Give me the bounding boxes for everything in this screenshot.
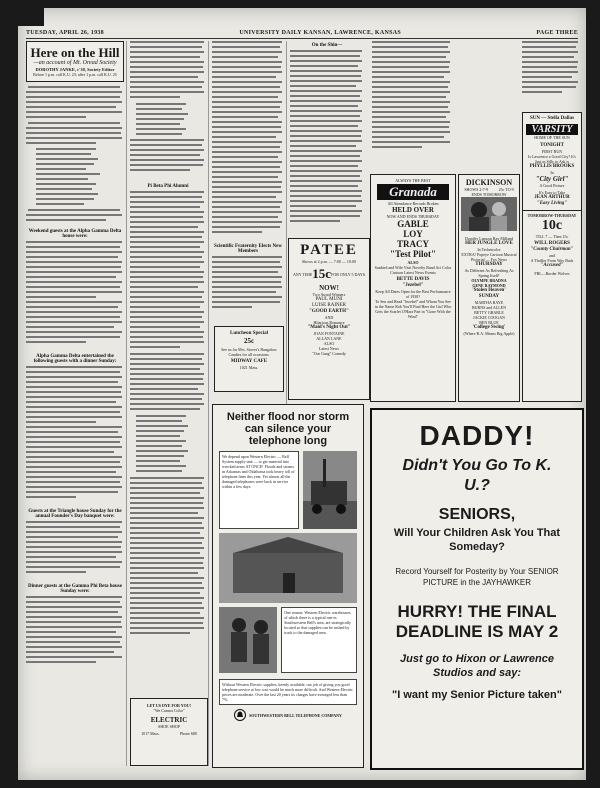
daddy-goto: Just go to Hixon or Lawrence Studios and say: [399,653,555,679]
varsity-chairman: "County Chairman" [530,247,574,252]
flood-row-1 [213,451,363,529]
dickinson-thursday: THURSDAY [475,262,503,267]
electric-title: LET US DYE FOR YOU! [146,703,191,708]
patee-now: NOW! [319,284,339,292]
daddy-title: DADDY! [419,420,535,451]
granada-film: "Test Pilot" [390,249,436,259]
flood-company: SOUTHWESTERN BELL TELEPHONE COMPANY [249,712,342,718]
flood-paragraph-2: One reason: Western Electric warehouses, of which there is a typical one in Southwestern Bell's area, are strategically located so that supplies can be rushed by truck to the damaged area. [281,607,357,673]
patee-muni: PAUL MUNI [315,297,343,302]
news-column-5 [372,41,452,161]
varsity-friday: FRI.—Border Wolves [534,271,570,276]
news-column-2-lower [130,353,206,663]
dickinson-sunday-star: BURNS and ALLEN [472,305,506,310]
news-column-4 [290,41,364,231]
patee-price: 15c [312,266,332,281]
dickinson-technicolor: In Technicolor [477,247,501,252]
flood-workers-photo [219,607,277,673]
electric-contact [131,731,207,736]
dickinson-sunday-star: BETTY GRABLE [474,310,504,315]
granada-jezebel: "Jezebel" [402,283,424,288]
text-lines-graphic [130,353,206,653]
varsity-arthur: JEAN ARTHUR [534,195,570,200]
bell-logo-icon [234,709,246,721]
varsity-in: In [550,170,554,175]
granada-sub: All Attendance Records Broken [387,201,439,206]
varsity-till: TILL 7 — Then 15c [535,234,569,239]
news-heading: On the Shin— [311,43,343,48]
daddy-question: Didn't You Go To K. U.? [402,457,552,494]
daddy-want: "I want my Senior Picture taken" [392,689,562,701]
text-lines-graphic [130,41,206,181]
jayhawker-senior-ad [370,408,584,770]
luncheon-price: 25c [243,337,255,345]
dickinson-sunday-star: BEN BLUE [479,320,499,325]
patee-shows: Shows at 2 p.m. — 7:00 — 10:00 [302,259,356,264]
luncheon-text: See us for Mrs. Stover's Bungalow Candies for all occasions. [221,347,277,357]
patee-rainer: LUISE RAINER [311,303,347,308]
masthead [26,28,578,39]
flood-truck-photo [303,451,357,529]
text-lines-graphic [26,86,124,226]
society-column [26,41,124,766]
flood-warehouse-photo [213,533,363,603]
society-heading: Guests at the Triangle house Sunday for the annual Founder's Day banquet were: [28,509,122,519]
hill-title: Here on the Hill [30,45,120,60]
granada-footer: in the Name Rob You'll Find Here the Girl Who Gets the Scarlet O'Hara Part in "Gone With the Wind" [374,304,452,319]
text-lines-graphic [290,50,364,231]
granada-also: ALSO [407,260,419,265]
varsity-easy-take: It's Easy to Take [538,190,566,195]
patee-good-earth: "GOOD EARTH" [309,309,349,314]
flood-footer [213,709,363,721]
masthead-paper: UNIVERSITY DAILY KANSAN, LAWRENCE, KANSAS [239,30,402,36]
varsity-brooks: PHYLLIS BROOKS [529,164,575,169]
granada-tagline: To Sen and Read "Jezebel" and Whom You See [375,299,451,304]
dickinson-ends: ENDS TOMORROW [471,192,507,197]
masthead-page: PAGE THREE [536,30,578,36]
hill-header-box [26,41,124,82]
dickinson-bradna: OLYMPE BRADNA [471,278,507,283]
society-heading: Alpha Gamma Delta entertained the following guests with a dinner Sunday: [33,354,117,364]
hill-hours: Before 1 p.m. call K.U. 23; after 1 p.m. call K.U. 25 [33,72,117,77]
patee-gang: "Our Gang" Comedy [312,351,346,356]
patee-name: PATEE [300,242,358,258]
patee-price-row [289,264,369,284]
electric-phone: Phone 680 [179,731,197,736]
movie-stars-photo [461,197,517,231]
granada-now: NOW AND ENDS THURSDAY [386,214,440,219]
varsity-accused: "Accused" [540,263,564,268]
flood-row-2 [213,603,363,677]
varsity-price: 10c [541,218,563,233]
society-heading: Dinner guests at the Gamma Phi Beta house Sunday were: [28,584,122,594]
varsity-theater-ad [522,112,582,402]
varsity-tonight: TONIGHT [540,143,564,148]
varsity-good-picture: A Good Picture [539,183,565,188]
telephone-flood-ad [212,404,364,768]
granada-extras: Sunbird and Wife Visit Novelty Band Act Color Cartoon Latest News Events [374,265,452,275]
granada-theater-ad [370,174,456,402]
column-rule [208,41,209,766]
page-corner-tear [18,8,44,26]
text-lines-graphic [26,241,124,351]
news-heading: Pi Beta Phi Alumni [147,184,189,189]
newspaper-page [18,8,586,780]
daddy-ask: Will Your Children Ask You That Someday? [393,527,561,553]
patee-news: Latest News [319,346,339,351]
text-lines-graphic [522,41,580,111]
dickinson-sunday-star: JACKIE COOGAN [473,315,505,320]
luncheon-address: 1021 Mass. [239,365,259,370]
granada-star-loy: LOY [403,229,423,239]
electric-shop: SHOE SHOP [158,724,180,729]
varsity-question: Is Lawrence a Good City? It's Just as Silly to Ask is [528,154,576,164]
patee-days: FOR ONLY 5 DAYS [331,271,365,277]
patee-hilarious: Hilarious Romance [313,320,345,325]
granada-held: HELD OVER [392,206,434,214]
patee-lane: ALLAN LANE [316,336,342,341]
luncheon-cafe: MIDWAY CAFE [230,359,268,364]
masthead-date: TUESDAY, APRIL 26, 1938 [26,30,104,36]
news-heading: Scientific Fraternity Elects New Members [214,244,282,254]
granada-star-tracy: TRACY [396,239,429,249]
patee-anytime: ANY TIME [293,271,313,277]
dickinson-swing-sub: (Where R.A. Means Big Apple) [463,331,515,336]
varsity-first-run: FIRST RUN [541,149,563,154]
dickinson-shows: SHOWS 2-7-9 [464,187,488,192]
varsity-sub: HOME OF THE SUN [534,135,570,140]
dickinson-extra: EXTRA! Popeye Cartoon Musical Pictorial — Fox News [461,252,517,262]
text-lines-graphic [372,41,452,161]
text-lines-graphic [26,366,124,506]
granada-top: ALWAYS THE BEST [395,178,431,183]
dickinson-stolen: 'Stolen Heaven' [472,288,506,293]
granada-bette: BETTE DAVIS [396,277,430,282]
electric-shoe-ad [130,698,208,766]
dickinson-name: DICKINSON [465,178,513,187]
news-column-2 [130,41,206,371]
varsity-thriller: A Thriller From Way Back [530,258,574,263]
varsity-and: and [549,253,555,258]
text-lines-graphic [212,256,284,316]
dickinson-stars: Dorothy Lamour Ray Milland [464,236,514,241]
dickinson-raymond: GENE RAYMOND [472,283,506,288]
daddy-record: Record Yourself for Posterity by Your SENIOR PICTURE in the JAYHAWKER [395,567,559,587]
flood-paragraph-3: Without Western Electric supplies, keenly available, our job of giving you good telephone service at low cost would be much more difficult. And Western Electric prices are moderate. Over the last 20 years its charges have averaged less than 7%. [219,679,357,705]
society-heading: Weekend guests at the Alpha Gamma Delta house were: [28,229,122,239]
granada-award: Keep All Dates Open for the Best Performance of 1938? [375,289,451,299]
text-lines-graphic [26,521,124,581]
dickinson-sunday: SUNDAY [478,294,500,299]
dickinson-prices: 25c TO 9 [498,187,514,192]
electric-subtitle: "We Cannot Color" [153,708,185,713]
electric-name: ELECTRIC [150,716,188,724]
electric-address: 1017 Mass. [141,731,160,736]
patee-and: AND [324,315,334,320]
hill-subtitle: —an account of Mt. Oread Society [33,60,117,66]
dickinson-thursday-sub: As Different As Refreshing As Spring Itself! [464,268,514,278]
hill-editor: DOROTHY JANKE, c'38, Society Editor [35,67,115,72]
luncheon-ad [214,326,284,392]
text-lines-graphic [26,596,124,676]
text-lines-graphic [130,191,206,361]
text-lines-graphic [212,41,284,241]
patee-maids: "Maid's Night Out" [307,325,351,330]
news-column-6 [522,41,580,111]
dickinson-sunday-star: MARTHA RAYE [474,300,504,305]
daddy-hurry: HURRY! THE FINAL DEADLINE IS MAY 2 [395,602,559,641]
dickinson-swing: 'College Swing' [472,325,506,330]
society-text-block [26,86,124,227]
varsity-tomorrow: TOMORROW-THURSDAY [523,210,581,218]
varsity-name: VARSITY [526,124,578,135]
patee-theater-ad [288,238,370,400]
news-column-3 [212,41,284,341]
varsity-sun-line: SUN — Stella Dallas [529,116,575,121]
patee-also: ALSO [323,341,335,346]
daddy-seniors: SENIORS, [438,506,516,523]
patee-awards: Two Award Winners [312,292,346,297]
varsity-rogers: WILL ROGERS [534,241,570,246]
granada-star-gable: GABLE [397,219,429,229]
column-rule [126,41,127,766]
dickinson-theater-ad [458,174,520,402]
dickinson-film: HER JUNGLE LOVE [465,241,513,246]
luncheon-title: Luncheon Special [230,331,268,336]
varsity-city-girl: "City Girl" [535,175,569,183]
granada-name: Granada [377,184,449,200]
varsity-easy-living: "Easy Living" [536,201,568,206]
flood-headline: Neither flood nor storm can silence your telephone long [226,411,350,447]
flood-paragraph-1: We depend upon Western Electric — Bell System supply unit — to get material into wrecked areas AT ONCE! Floods and storms in Arkansas and Oklahoma took heavy toll of telephone lines this year. Yet almost all the damaged telephones were back in service within a few days. [219,451,299,529]
patee-fontaine: JOAN FONTAINE [313,331,345,336]
